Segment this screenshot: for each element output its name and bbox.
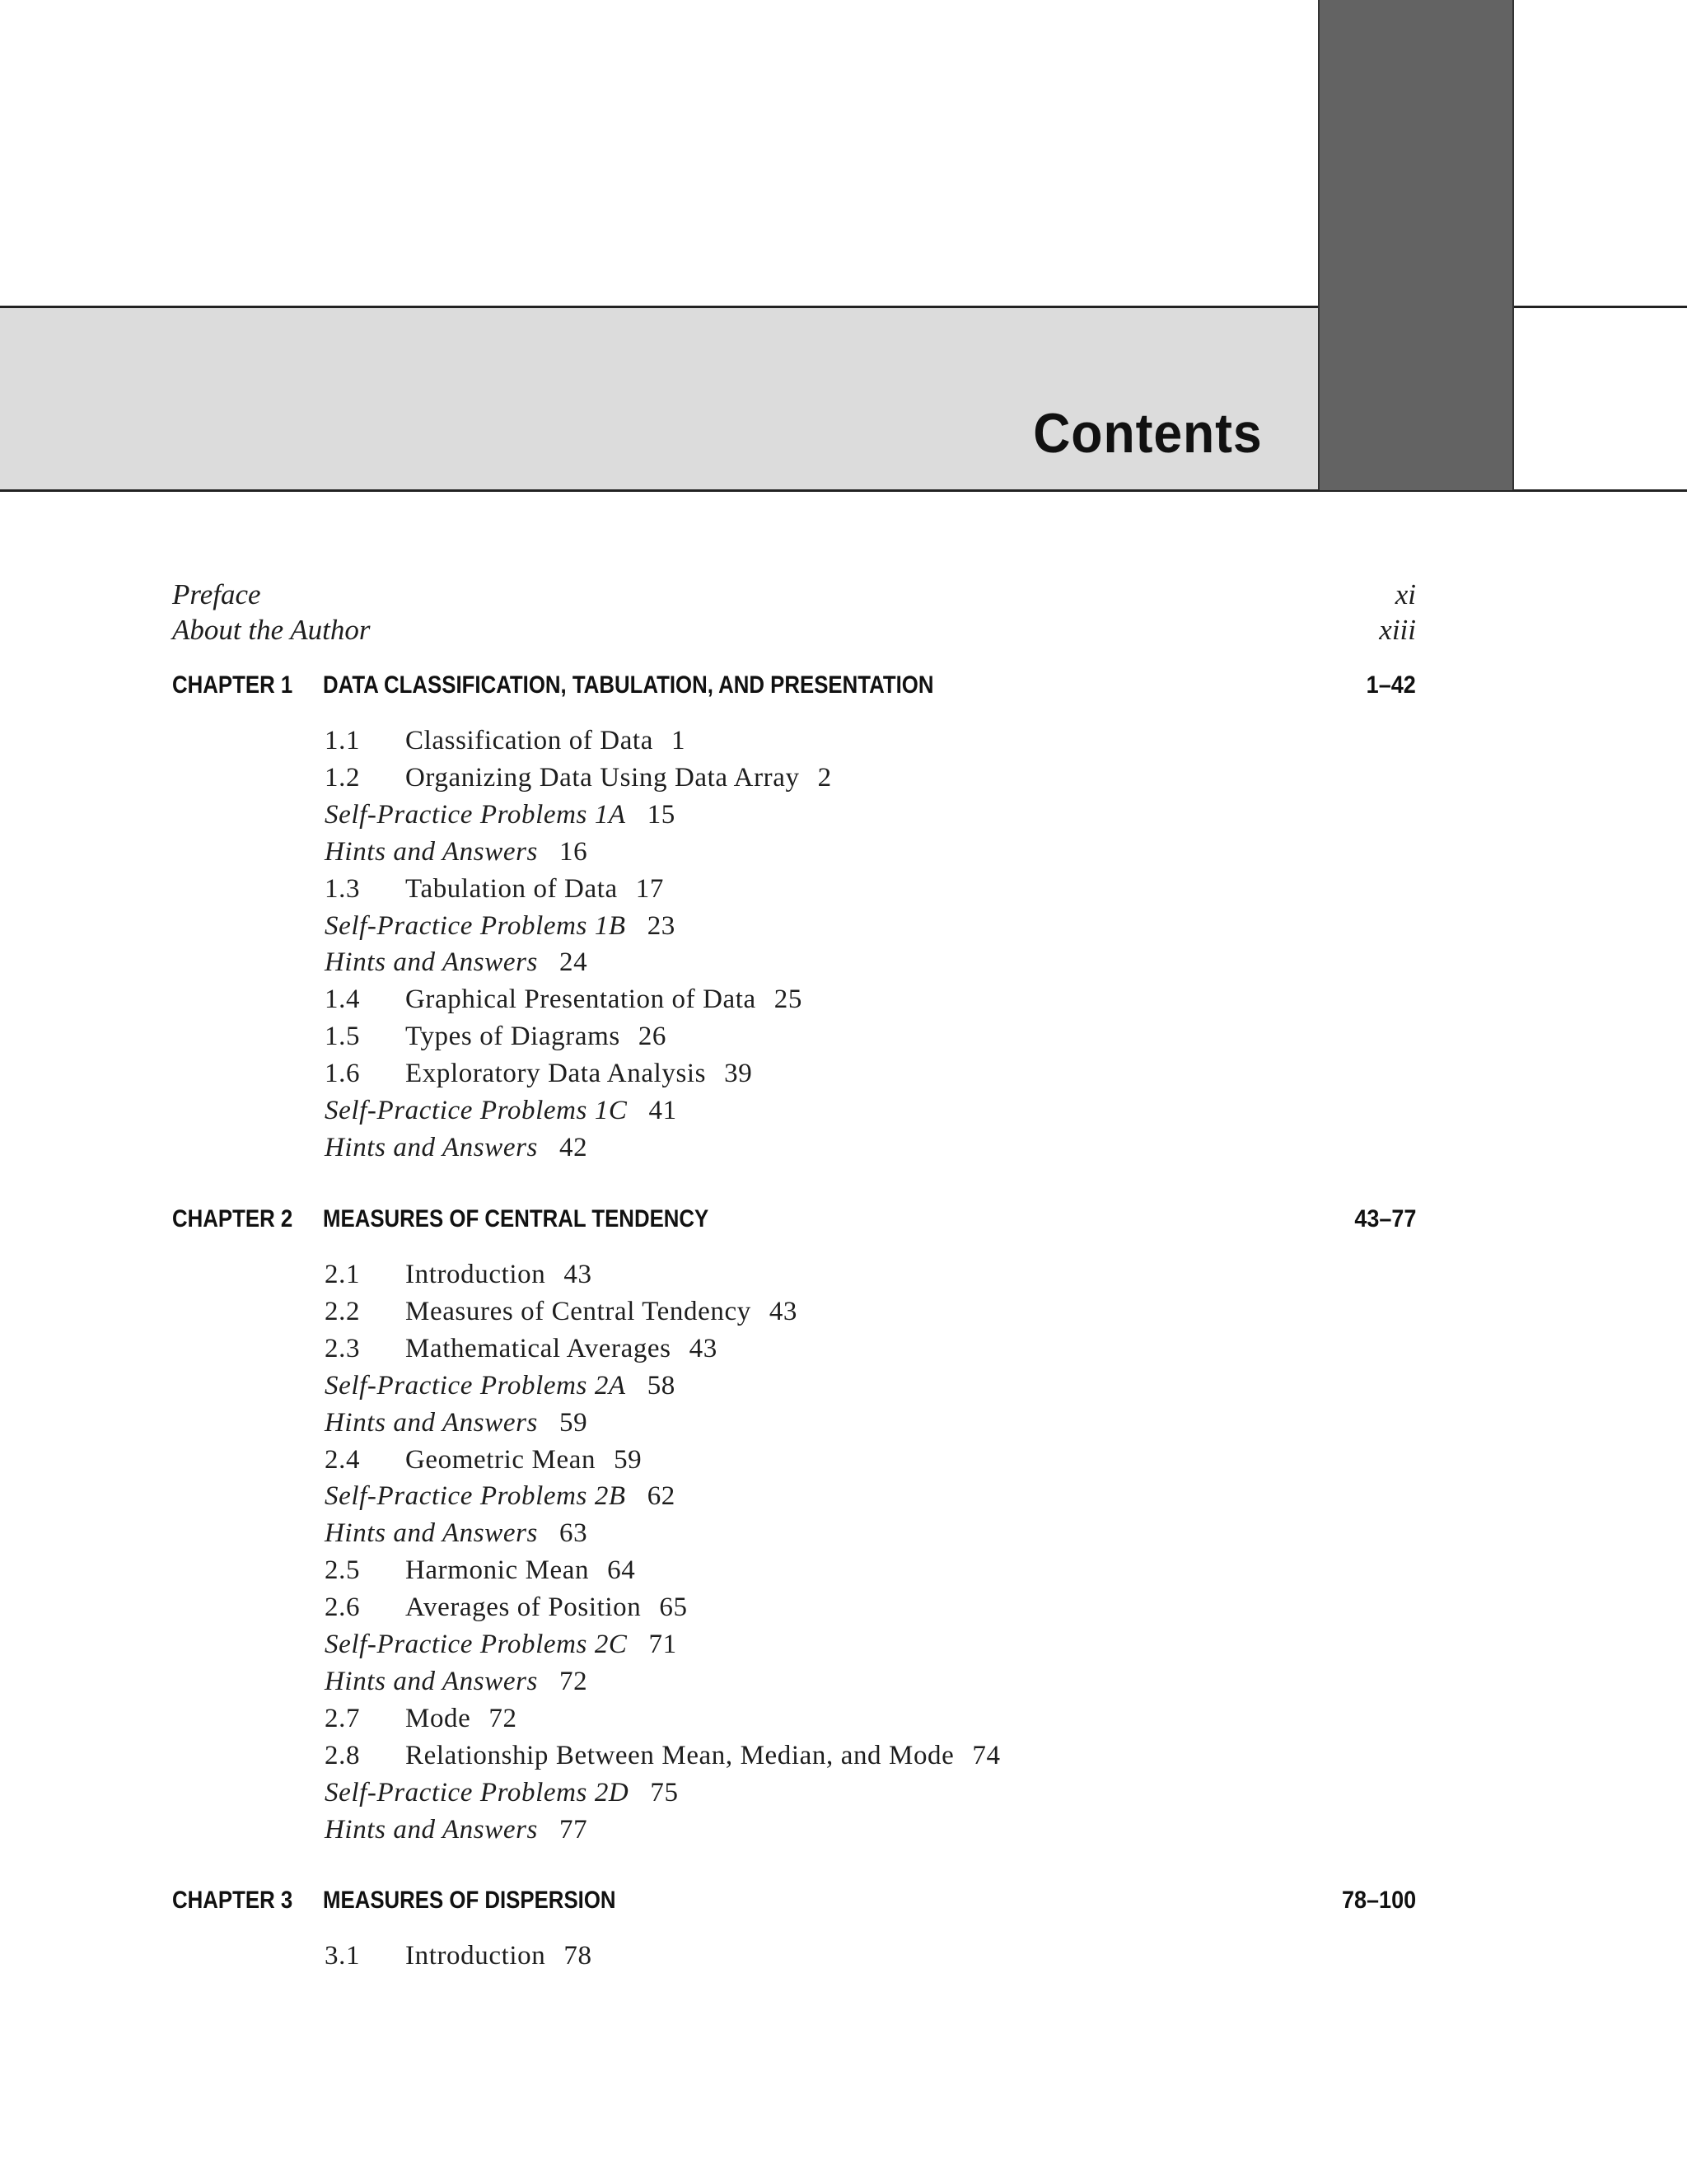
subentry-title: Hints and Answers [325,1814,538,1845]
section-page: 42 [558,1132,588,1162]
section-page: 78 [563,1941,592,1971]
section-page: 23 [647,910,675,941]
section-page: 75 [650,1777,679,1808]
section-number: 1.2 [325,762,361,793]
section-page: 1 [671,726,686,755]
toc-section [325,723,685,759]
section-page: 63 [558,1518,588,1549]
toc-subentry [325,1663,587,1700]
toc-subentry [325,1478,675,1514]
section-page: 71 [648,1630,677,1659]
front-matter-title: Preface [172,578,261,610]
section-title: Classification of Data [405,726,653,755]
page-title: Contents [1033,402,1263,465]
section-page: 62 [647,1481,675,1512]
section-page: 72 [488,1703,517,1733]
subentry-title: Self-Practice Problems 1C [325,1096,628,1125]
subentry-title: Hints and Answers [325,1666,538,1696]
toc-subentry [325,797,675,833]
subentry-title: Self-Practice Problems 1A [325,799,626,830]
front-matter-title: About the Author [172,614,371,646]
section-page: 43 [563,1260,592,1289]
toc-section [325,1589,688,1625]
section-page: 72 [558,1666,588,1696]
toc-section [325,1552,635,1588]
front-matter-page: xi [1395,578,1416,610]
section-number: 1.1 [325,726,361,755]
toc-section [325,1737,1001,1774]
subentry-title: Self-Practice Problems 2A [325,1370,626,1401]
section-page: 59 [614,1444,643,1475]
header-dark-column [1318,0,1514,490]
toc-section [325,981,802,1017]
section-number: 2.1 [325,1260,361,1289]
section-title: Geometric Mean [405,1444,596,1475]
subentry-title: Self-Practice Problems 1B [325,910,626,941]
section-number: 3.1 [325,1941,361,1971]
toc-section [325,1442,642,1478]
section-page: 58 [647,1370,675,1401]
front-matter-page: xiii [1379,614,1416,646]
section-title: Types of Diagrams [405,1022,620,1052]
toc-subentry [325,1129,587,1166]
section-title: Introduction [405,1260,546,1289]
toc-section [325,1256,592,1293]
subentry-title: Hints and Answers [325,1132,538,1162]
subentry-title: Hints and Answers [325,836,538,867]
section-page: 77 [558,1814,588,1845]
section-number: 1.3 [325,873,361,904]
section-title: Organizing Data Using Data Array [405,762,800,793]
chapter-title: MEASURES OF DISPERSION [323,1887,616,1914]
toc-section [325,1938,592,1974]
chapter-number: CHAPTER 2 [172,1205,293,1232]
chapter-heading [172,1203,1416,1236]
chapter-title: DATA CLASSIFICATION, TABULATION, AND PRESENTATION [323,671,934,699]
section-title: Averages of Position [405,1592,642,1623]
section-number: 2.5 [325,1555,361,1586]
section-page: 65 [659,1592,688,1623]
section-number: 1.6 [325,1059,361,1089]
section-page: 16 [558,836,588,867]
toc-section [325,1018,666,1055]
toc-section [325,1331,717,1367]
section-page: 17 [635,873,664,904]
section-number: 1.4 [325,984,361,1015]
toc-section [325,760,832,796]
toc-subentry [325,944,587,980]
section-title: Mathematical Averages [405,1333,671,1363]
toc-subentry [325,1515,587,1551]
section-page: 26 [638,1022,667,1052]
section-page: 39 [724,1059,753,1089]
subentry-title: Self-Practice Problems 2C [325,1630,628,1659]
section-page: 59 [558,1407,588,1438]
chapter-heading [172,669,1416,702]
section-title: Exploratory Data Analysis [405,1059,707,1089]
toc-section [325,1055,752,1092]
subentry-title: Hints and Answers [325,1518,538,1549]
chapter-title: MEASURES OF CENTRAL TENDENCY [323,1205,709,1232]
toc-section [325,871,664,907]
section-title: Graphical Presentation of Data [405,984,756,1015]
section-page: 25 [773,984,802,1015]
subentry-title: Hints and Answers [325,947,538,978]
section-title: Tabulation of Data [405,873,618,904]
toc-section [325,1700,517,1737]
section-page: 74 [972,1740,1001,1770]
section-page: 64 [607,1555,636,1586]
section-title: Harmonic Mean [405,1555,590,1586]
subentry-title: Self-Practice Problems 2B [325,1481,626,1512]
toc-subentry [325,1626,677,1663]
toc-subentry [325,908,675,944]
section-title: Introduction [405,1941,546,1971]
toc-section [325,1293,797,1330]
subentry-title: Hints and Answers [325,1407,538,1438]
chapter-page-range: 1–42 [1366,671,1416,699]
section-number: 2.8 [325,1740,361,1770]
section-page: 2 [817,762,832,793]
toc-subentry [325,1092,677,1129]
section-number: 1.5 [325,1022,361,1052]
toc-subentry [325,834,587,870]
chapter-number: CHAPTER 3 [172,1887,293,1914]
section-number: 2.3 [325,1333,361,1363]
chapter-heading [172,1884,1416,1917]
section-page: 43 [769,1296,798,1326]
chapter-page-range: 43–77 [1353,1205,1416,1232]
section-title: Relationship Between Mean, Median, and Mode [405,1740,955,1770]
section-number: 2.4 [325,1444,361,1475]
section-number: 2.6 [325,1592,361,1623]
toc-subentry [325,1368,675,1404]
subentry-title: Self-Practice Problems 2D [325,1777,629,1808]
section-title: Measures of Central Tendency [405,1296,751,1326]
chapter-number: CHAPTER 1 [172,671,293,699]
section-number: 2.2 [325,1296,361,1326]
section-page: 41 [648,1096,677,1125]
toc-subentry [325,1405,587,1441]
section-page: 24 [558,947,588,978]
toc-subentry [325,1775,679,1811]
section-page: 15 [647,799,675,830]
section-title: Mode [405,1703,471,1733]
section-number: 2.7 [325,1703,361,1733]
chapter-page-range: 78–100 [1341,1887,1416,1914]
section-page: 43 [689,1333,717,1363]
toc-subentry [325,1812,587,1848]
